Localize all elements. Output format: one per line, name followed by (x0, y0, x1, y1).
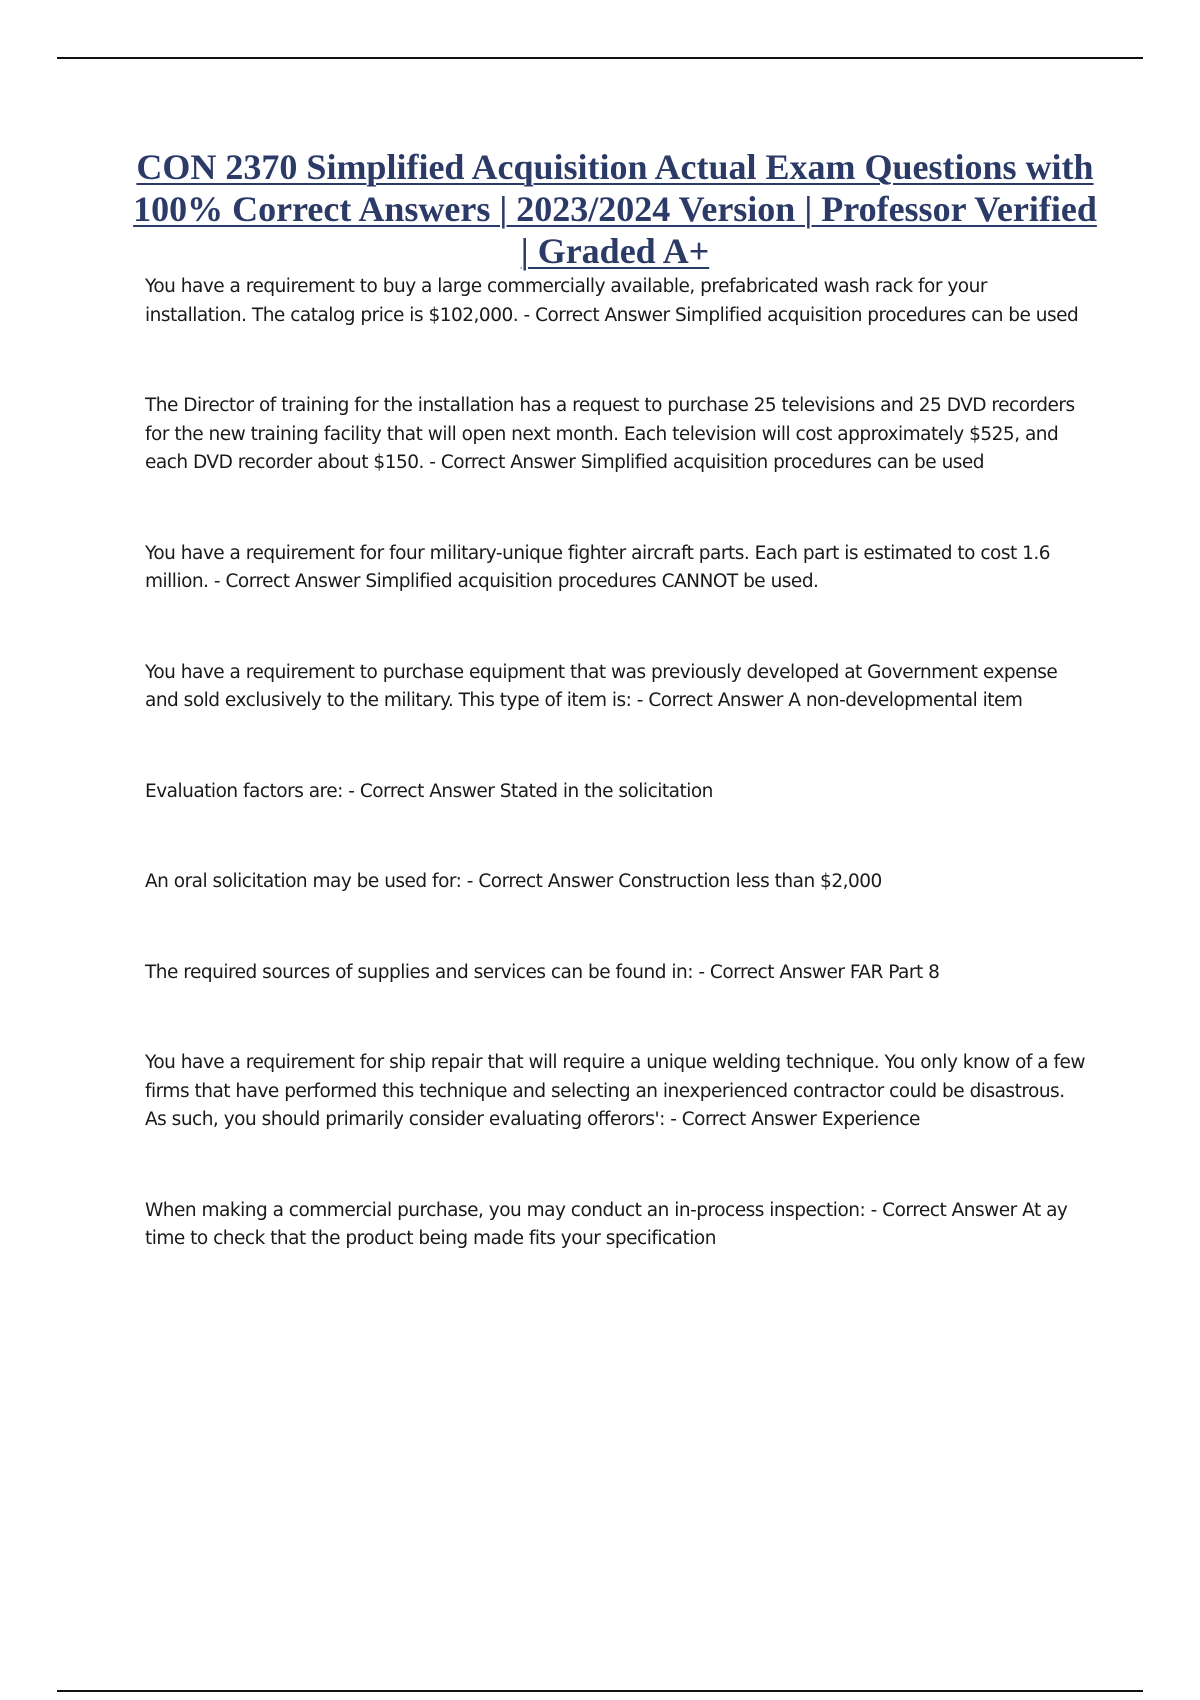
answer-label: Correct Answer (709, 961, 845, 983)
answer-label: Correct Answer (359, 780, 495, 802)
answer-label: Correct Answer (681, 1109, 817, 1130)
answer-label: Correct Answer (478, 871, 613, 892)
answer-text: A non-developmental item (788, 690, 1023, 711)
question-text: Evaluation factors are: (145, 780, 343, 802)
qa-item: You have a requirement to purchase equipment that was previously developed at Government expense and sold exclusively to the military. This type of item is: - Correct Answer A non-developmental item (145, 661, 1058, 711)
document-title: CON 2370 Simplified Acquisition Actual Exam Questions with 100% Correct Answers | 2023/2024 Version | Professor Verified | Graded A+ (133, 147, 1097, 271)
answer-label: Correct Answer (440, 452, 576, 473)
answer-text: Stated in the solicitation (499, 780, 713, 802)
header-rule (57, 57, 1143, 59)
question-text: You have a requirement to buy a large commercially available, prefabricated wash rack for your installation. The catalog price is $102,000. (145, 276, 987, 326)
qa-item: An oral solicitation may be used for: - Correct Answer Construction less than $2,000 (145, 871, 882, 892)
qa-item: Evaluation factors are: - Correct Answer Stated in the solicitation (145, 780, 713, 802)
answer-text: Experience (821, 1109, 920, 1130)
question-text: The Director of training for the installation has a request to purchase 25 televisions and 25 DVD recorders for the new training facility that will open next month. Each television will cost approximately $525, and each DVD recorder about $150. (145, 395, 1075, 473)
answer-text: At ay time to check that the product being made fits your specification (145, 1199, 1068, 1249)
answer-text: Simplified acquisition procedures CANNOT be used. (365, 571, 819, 592)
qa-item: The required sources of supplies and services can be found in: - Correct Answer FAR Part 8 (145, 961, 940, 983)
qa-item: When making a commercial purchase, you may conduct an in-process inspection: - Correct Answer At ay time to check that the product being made fits your specification (145, 1199, 1068, 1249)
answer-label: Correct Answer (535, 304, 670, 326)
answer-text: Simplified acquisition procedures can be used (675, 304, 1079, 326)
qa-item: The Director of training for the installation has a request to purchase 25 televisions and 25 DVD recorders for the new training facility that will open next month. Each television will cost approximately $525, and each DVD recorder about $150. - Correct Answer Simplified acquisition procedures can be used (145, 395, 1075, 473)
question-text: You have a requirement to purchase equipment that was previously developed at Government expense and sold exclusively to the military. This type of item is: (145, 661, 1058, 711)
question-text: You have a requirement for four military-unique fighter aircraft parts. Each part is estimated to cost 1.6 million. (145, 542, 1051, 592)
qa-item: You have a requirement to buy a large commercially available, prefabricated wash rack for your installation. The catalog price is $102,000. - Correct Answer Simplified acquisition procedures can be used (145, 276, 1079, 326)
question-text: An oral solicitation may be used for: (145, 871, 462, 892)
answer-label: Correct Answer (648, 690, 783, 711)
answer-text: Simplified acquisition procedures can be used (580, 452, 985, 473)
qa-item: You have a requirement for ship repair that will require a unique welding technique. You only know of a few firms that have performed this technique and selecting an inexperienced contractor could be disastrous. As such, you should primarily consider evaluating offerors': - Correct Answer Experience (145, 1052, 1085, 1130)
answer-label: Correct Answer (225, 571, 360, 592)
answer-label: Correct Answer (882, 1199, 1017, 1221)
question-text: The required sources of supplies and services can be found in: (145, 961, 693, 983)
question-text: When making a commercial purchase, you may conduct an in-process inspection: (145, 1199, 866, 1221)
question-text: You have a requirement for ship repair that will require a unique welding technique. You only know of a few firms that have performed this technique and selecting an inexperienced contractor could be disastrous. As such, you should primarily consider evaluating offerors': (145, 1052, 1085, 1130)
answer-text: FAR Part 8 (849, 961, 940, 983)
answer-text: Construction less than $2,000 (618, 871, 882, 892)
footer-rule (57, 1690, 1143, 1692)
qa-list (145, 273, 1090, 1254)
qa-item: You have a requirement for four military-unique fighter aircraft parts. Each part is estimated to cost 1.6 million. - Correct Answer Simplified acquisition procedures CANNOT be used. (145, 542, 1051, 592)
